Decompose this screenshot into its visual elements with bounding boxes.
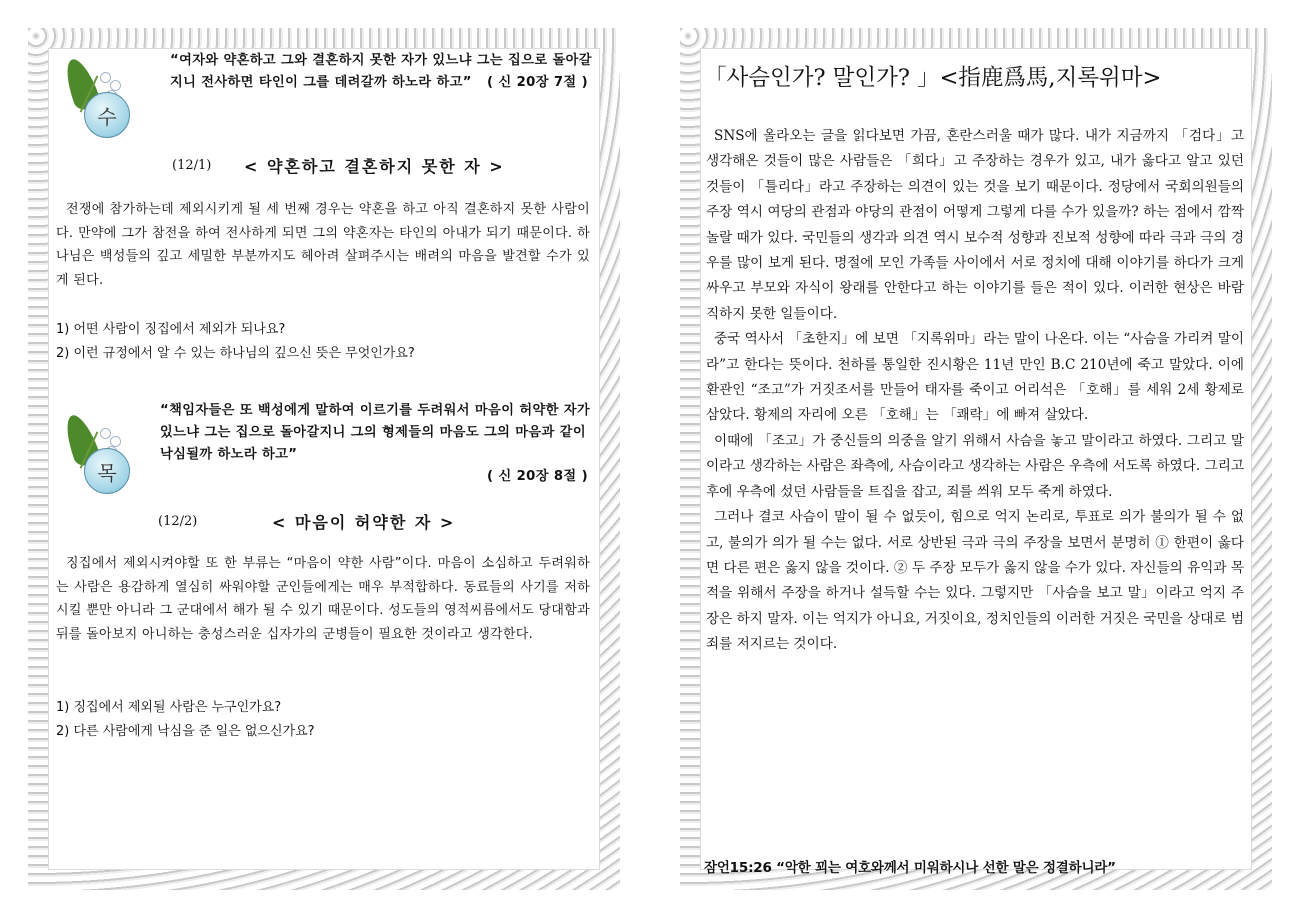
day-circle: 수 bbox=[84, 92, 130, 138]
quote-reference: ( 신 20장 8절 ) bbox=[487, 469, 588, 484]
left-content bbox=[48, 48, 600, 870]
article-title: 「사슴인가? 말인가? 」<指鹿爲馬,지록위마> bbox=[704, 65, 1162, 91]
right-page bbox=[680, 28, 1272, 890]
day-circle: 목 bbox=[84, 448, 130, 494]
lily-badge-icon bbox=[62, 54, 146, 144]
scripture-quote bbox=[160, 400, 594, 488]
lily-badge-icon bbox=[62, 410, 146, 500]
scripture-quote bbox=[170, 50, 594, 94]
article-paragraph: 중국 역사서 「초한지」에 보면 「지록위마」라는 말이 나온다. 이는 “사슴을 가리켜 말이라”고 한다는 뜻이다. 천하를 통일한 진시황은 11년 만인 B.C 210년에 죽고 말았다. 이에 환관인 “조고”가 거짓조서를 만들어 태자를 죽이고 어리석은 「호해」를 세워 2세 황제로 삼았다. 황제의 자리에 오른 「호해」는 「쾌락」에 빠져 살았다. bbox=[706, 331, 1244, 424]
flower-icon bbox=[100, 72, 111, 83]
question: 2) 다른 사람에게 낙심을 준 일은 없으신가요? bbox=[56, 724, 315, 739]
proverb-footer: 잠언15:26 “악한 꾀는 여호와께서 미워하시나 선한 말은 정결하니라” bbox=[704, 860, 1116, 876]
quote-reference: ( 신 20장 7절 ) bbox=[487, 75, 588, 90]
flower-icon bbox=[100, 428, 111, 439]
question: 2) 이런 규정에서 알 수 있는 하나님의 깊으신 뜻은 무엇인가요? bbox=[56, 346, 415, 361]
quote-text: “여자와 약혼하고 그와 결혼하지 못한 자가 있느냐 그는 집으로 돌아갈지니 전사하면 타인이 그를 데려갈까 하노라 하고” bbox=[170, 53, 592, 90]
date-label: (12/1) bbox=[172, 158, 212, 173]
question: 1) 어떤 사람이 징집에서 제외가 되나요? bbox=[56, 322, 286, 337]
question: 1) 징집에서 제외될 사람은 누구인가요? bbox=[56, 700, 282, 715]
body-paragraph: 전쟁에 참가하는데 제외시키게 될 세 번째 경우는 약혼을 하고 아직 결혼하지 못한 사람이다. 만약에 그가 참전을 하여 전사하게 되면 그의 약혼자는 타인의 아내가 되기 때문이다. 하나님은 백성들의 깊고 세밀한 부분까지도 헤아려 살펴주시는 배려의 마음을 발견할 수가 있게 된다. bbox=[56, 202, 590, 288]
section-title: < 마음이 허약한 자 > bbox=[272, 513, 456, 532]
article-paragraph: 그러나 결코 사슴이 말이 될 수 없듯이, 힘으로 억지 논리로, 투표로 의가 불의가 될 수 없고, 불의가 의가 될 수는 없다. 서로 상반된 극과 극의 주장을 보면서 분명히 ① 한편이 옳다면 다른 편은 옳지 않을 것이다. ② 두 주장 모두가 옳지 않을 수가 있다. 자신들의 유익과 목적을 위해서 주장을 하거나 설득할 수는 있다. 그렇지만 「사슴을 보고 말」이라고 억지 주장은 하지 말자. 이는 억지가 아니요, 거짓이요, 정치인들의 이러한 거짓은 국민을 상대로 범죄를 저지르는 것이다. bbox=[706, 509, 1244, 653]
article-body bbox=[706, 124, 1244, 658]
quote-text: “책임자들은 또 백성에게 말하여 이르기를 두려워서 마음이 허약한 자가 있느냐 그는 집으로 돌아갈지니 그의 형제들의 마음도 그의 마음과 같이 낙심될까 하노라 하고” bbox=[160, 403, 591, 462]
date-label: (12/2) bbox=[158, 514, 198, 529]
left-page bbox=[28, 28, 620, 890]
article-paragraph: SNS에 올라오는 글을 읽다보면 가끔, 혼란스러울 때가 많다. 내가 지금까지 「검다」고 생각해온 것들이 많은 사람들은 「희다」고 주장하는 경우가 있고, 내가 옳다고 알고 있던 것들이 「틀리다」라고 주장하는 의견이 있는 것을 보기 때문이다. 정당에서 국회의원들의 주장 역시 여당의 관점과 야당의 관점이 어떻게 그렇게 다를 수가 있을까? 하는 점에서 깜짝 놀랄 때가 있다. 국민들의 생각과 의견 역시 보수적 성향과 진보적 성향에 따라 극과 극의 경우를 많이 보게 된다. 명절에 모인 가족들 사이에서 서로 정치에 대해 이야기를 하다가 크게 싸우고 부모와 자식이 왕래를 안한다고 하는 이야기를 들은 적이 있다. 이러한 현상은 바람직하지 못한 일들이다. bbox=[706, 128, 1244, 322]
right-content bbox=[700, 48, 1252, 876]
article-paragraph: 이때에 「조고」가 중신들의 의중을 알기 위해서 사슴을 놓고 말이라고 하였다. 그리고 말이라고 생각하는 사람은 좌측에, 사슴이라고 생각하는 사람은 우측에 서도록 하였다. 그리고 후에 우측에 섰던 사람들을 트집을 잡고, 죄를 씌워 모두 죽게 하였다. bbox=[706, 432, 1244, 500]
body-paragraph: 징집에서 제외시켜야할 또 한 부류는 “마음이 약한 사람”이다. 마음이 소심하고 두려워하는 사람은 용감하게 열심히 싸워야할 군인들에게는 매우 부적합하다. 동료들의 사기를 저하시킬 뿐만 아니라 그 군대에서 해가 될 수 있기 때문이다. 성도들의 영적씨름에서도 당대함과 뒤를 돌아보지 아니하는 충성스러운 십자가의 군병들이 필요한 것이라고 생각한다. bbox=[56, 556, 590, 642]
section-title: < 약혼하고 결혼하지 못한 자 > bbox=[244, 157, 505, 176]
